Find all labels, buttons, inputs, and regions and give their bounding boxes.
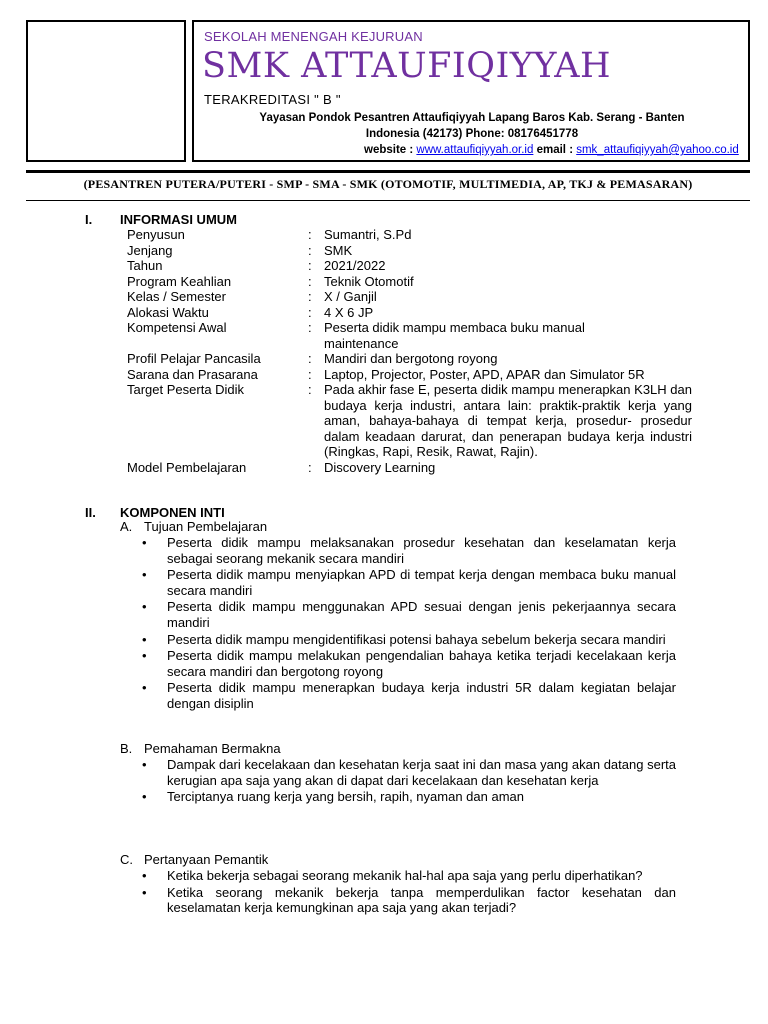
- info-value: 4 X 6 JP: [324, 304, 374, 320]
- email-label: email :: [533, 144, 577, 156]
- list-item: [142, 680, 676, 711]
- info-key: Target Peserta Didik: [127, 382, 245, 397]
- school-type: SEKOLAH MENENGAH KEJURUAN: [204, 29, 423, 44]
- subsection-c-title: Pertanyaan Pemantik: [144, 852, 269, 867]
- list-item-text: Ketika bekerja sebagai seorang mekanik hal-hal apa saja yang perlu diperhatikan?: [167, 868, 643, 883]
- section-1-number: I.: [85, 212, 93, 227]
- info-value: Discovery Learning: [324, 459, 436, 475]
- bullet-icon: •: [142, 789, 147, 805]
- learning-objectives-list: [142, 535, 676, 713]
- info-colon: :: [308, 382, 312, 397]
- info-key: Alokasi Waktu: [127, 304, 209, 320]
- info-colon: :: [308, 320, 312, 335]
- info-value: Pada akhir fase E, peserta didik mampu menerapkan K3LH dan budaya kerja industri, antara lain: praktik-praktik kerja yang aman, bahaya-bahaya di tempat kerja, prosedur- prosedur dalam keadaan darurat, dan penerapan budaya kerja industri (Ringkas, Rapi, Resik, Rawat, Rajin).: [324, 382, 692, 459]
- info-colon: :: [308, 366, 312, 382]
- subsection-c-letter: C.: [120, 852, 133, 867]
- info-colon: :: [308, 351, 312, 366]
- list-item: [142, 535, 676, 566]
- subsection-b-title: Pemahaman Bermakna: [144, 741, 281, 756]
- info-key: Kompetensi Awal: [127, 320, 227, 335]
- info-colon: :: [308, 273, 312, 289]
- bullet-icon: •: [142, 680, 147, 696]
- list-item: [142, 757, 676, 788]
- list-item-text: Peserta didik mampu menerapkan budaya kerja industri 5R dalam kegiatan belajar dengan disiplin: [167, 680, 676, 711]
- info-colon: :: [308, 304, 312, 320]
- info-table: [127, 227, 692, 475]
- accreditation: TERAKREDITASI " B ": [204, 92, 341, 107]
- list-item-text: Ketika seorang mekanik bekerja tanpa memperdulikan factor kesehatan dan keselamatan kerja kemungkinan apa saja yang akan terjadi?: [167, 884, 676, 916]
- list-item-text: Peserta didik mampu melakukan pengendalian bahaya ketika terjadi kecelakaan kerja secara mandiri dan bergotong royong: [167, 648, 676, 679]
- website-link[interactable]: www.attaufiqiyyah.or.id: [416, 144, 534, 156]
- info-row: [127, 367, 692, 383]
- list-item-text: Terciptanya ruang kerja yang bersih, rapih, nyaman dan aman: [167, 789, 524, 805]
- school-logo-placeholder: [26, 20, 186, 162]
- info-row: [127, 243, 692, 259]
- info-value: 2021/2022: [324, 258, 386, 273]
- list-item-text: Peserta didik mampu menyiapkan APD di tempat kerja dengan membaca buku manual secara mandiri: [167, 567, 676, 598]
- info-value: X / Ganjil: [324, 289, 377, 304]
- info-colon: :: [308, 227, 312, 242]
- list-item: [142, 868, 676, 884]
- list-item: [142, 599, 676, 630]
- info-key: Program Keahlian: [127, 273, 232, 289]
- letterhead-rule-thin: [26, 200, 750, 201]
- bullet-icon: •: [142, 884, 147, 900]
- list-item-text: Peserta didik mampu mengidentifikasi potensi bahaya sebelum bekerja secara mandiri: [167, 631, 666, 647]
- info-key: Tahun: [127, 258, 163, 273]
- school-address: [194, 110, 750, 158]
- subsection-a-heading: [120, 519, 267, 534]
- info-row: [127, 382, 692, 460]
- list-item: [142, 885, 676, 916]
- info-row: [127, 289, 692, 305]
- bullet-icon: •: [142, 631, 147, 647]
- bullet-icon: •: [142, 868, 147, 883]
- info-row: [127, 305, 692, 321]
- info-key: Kelas / Semester: [127, 289, 226, 304]
- info-colon: :: [308, 258, 312, 273]
- info-value: Peserta didik mampu membaca buku manual maintenance: [324, 320, 585, 351]
- subsection-a-letter: A.: [120, 519, 133, 534]
- subsection-b-heading: [120, 741, 281, 756]
- info-row: [127, 274, 692, 290]
- info-key: Profil Pelajar Pancasila: [127, 351, 261, 366]
- subsection-b-letter: B.: [120, 741, 133, 756]
- letterhead-rule-thick: [26, 170, 750, 173]
- letterhead-info-box: [192, 20, 750, 162]
- subsection-c-heading: [120, 852, 268, 867]
- section-2-number: II.: [85, 505, 96, 520]
- info-key: Sarana dan Prasarana: [127, 366, 258, 382]
- info-colon: :: [308, 289, 312, 304]
- list-item-text: Peserta didik mampu menggunakan APD sesuai dengan jenis pekerjaannya secara mandiri: [167, 599, 676, 630]
- website-label: website :: [364, 144, 417, 156]
- info-value: SMK: [324, 242, 353, 258]
- address-line-1: Yayasan Pondok Pesantren Attaufiqiyyah Lapang Baros Kab. Serang - Banten: [259, 112, 685, 124]
- info-value: Laptop, Projector, Poster, APD, APAR dan Simulator 5R: [324, 366, 645, 382]
- info-key: Model Pembelajaran: [127, 459, 247, 475]
- bullet-icon: •: [142, 757, 147, 772]
- info-key: Jenjang: [127, 242, 173, 258]
- bullet-icon: •: [142, 535, 147, 550]
- address-line-2: Indonesia (42173) Phone: 08176451778: [365, 128, 579, 140]
- trigger-questions-list: [142, 868, 676, 917]
- email-link[interactable]: smk_attaufiqiyyah@yahoo.co.id: [576, 144, 739, 156]
- bullet-icon: •: [142, 567, 147, 583]
- info-value: Sumantri, S.Pd: [324, 227, 412, 242]
- letterhead: [26, 18, 750, 163]
- list-item-text: Peserta didik mampu melaksanakan prosedur kesehatan dan keselamatan kerja sebagai seorang mekanik secara mandiri: [167, 535, 676, 566]
- meaningful-understanding-list: [142, 757, 676, 806]
- info-value: Teknik Otomotif: [324, 273, 414, 289]
- section-1-title: INFORMASI UMUM: [120, 212, 237, 227]
- bullet-icon: •: [142, 599, 147, 615]
- list-item: [142, 632, 676, 648]
- info-colon: :: [308, 459, 312, 475]
- subsection-a-title: Tujuan Pembelajaran: [144, 519, 268, 534]
- info-colon: :: [308, 242, 312, 258]
- info-key: Penyusun: [127, 227, 185, 242]
- list-item-text: Dampak dari kecelakaan dan kesehatan kerja saat ini dan masa yang akan datang serta kerugian apa saja yang akan di dapat dari kecelakaan dan kesehatan kerja: [167, 757, 676, 788]
- bullet-icon: •: [142, 648, 147, 664]
- letterhead-tagline: (PESANTREN PUTERA/PUTERI - SMP - SMA - SMK (OTOMOTIF, MULTIMEDIA, AP, TKJ & PEMASARAN): [83, 177, 693, 191]
- school-name: SMK ATTAUFIQIYYAH: [202, 46, 612, 86]
- info-row: [127, 351, 692, 367]
- info-row: [127, 460, 692, 476]
- list-item: [142, 567, 676, 598]
- section-2-title: KOMPONEN INTI: [120, 505, 225, 520]
- list-item: [142, 648, 676, 679]
- info-row: [127, 320, 692, 351]
- contact-line: [194, 142, 750, 158]
- info-row: [127, 227, 692, 243]
- info-value: Mandiri dan bergotong royong: [324, 351, 498, 366]
- list-item: [142, 789, 676, 805]
- info-row: [127, 258, 692, 274]
